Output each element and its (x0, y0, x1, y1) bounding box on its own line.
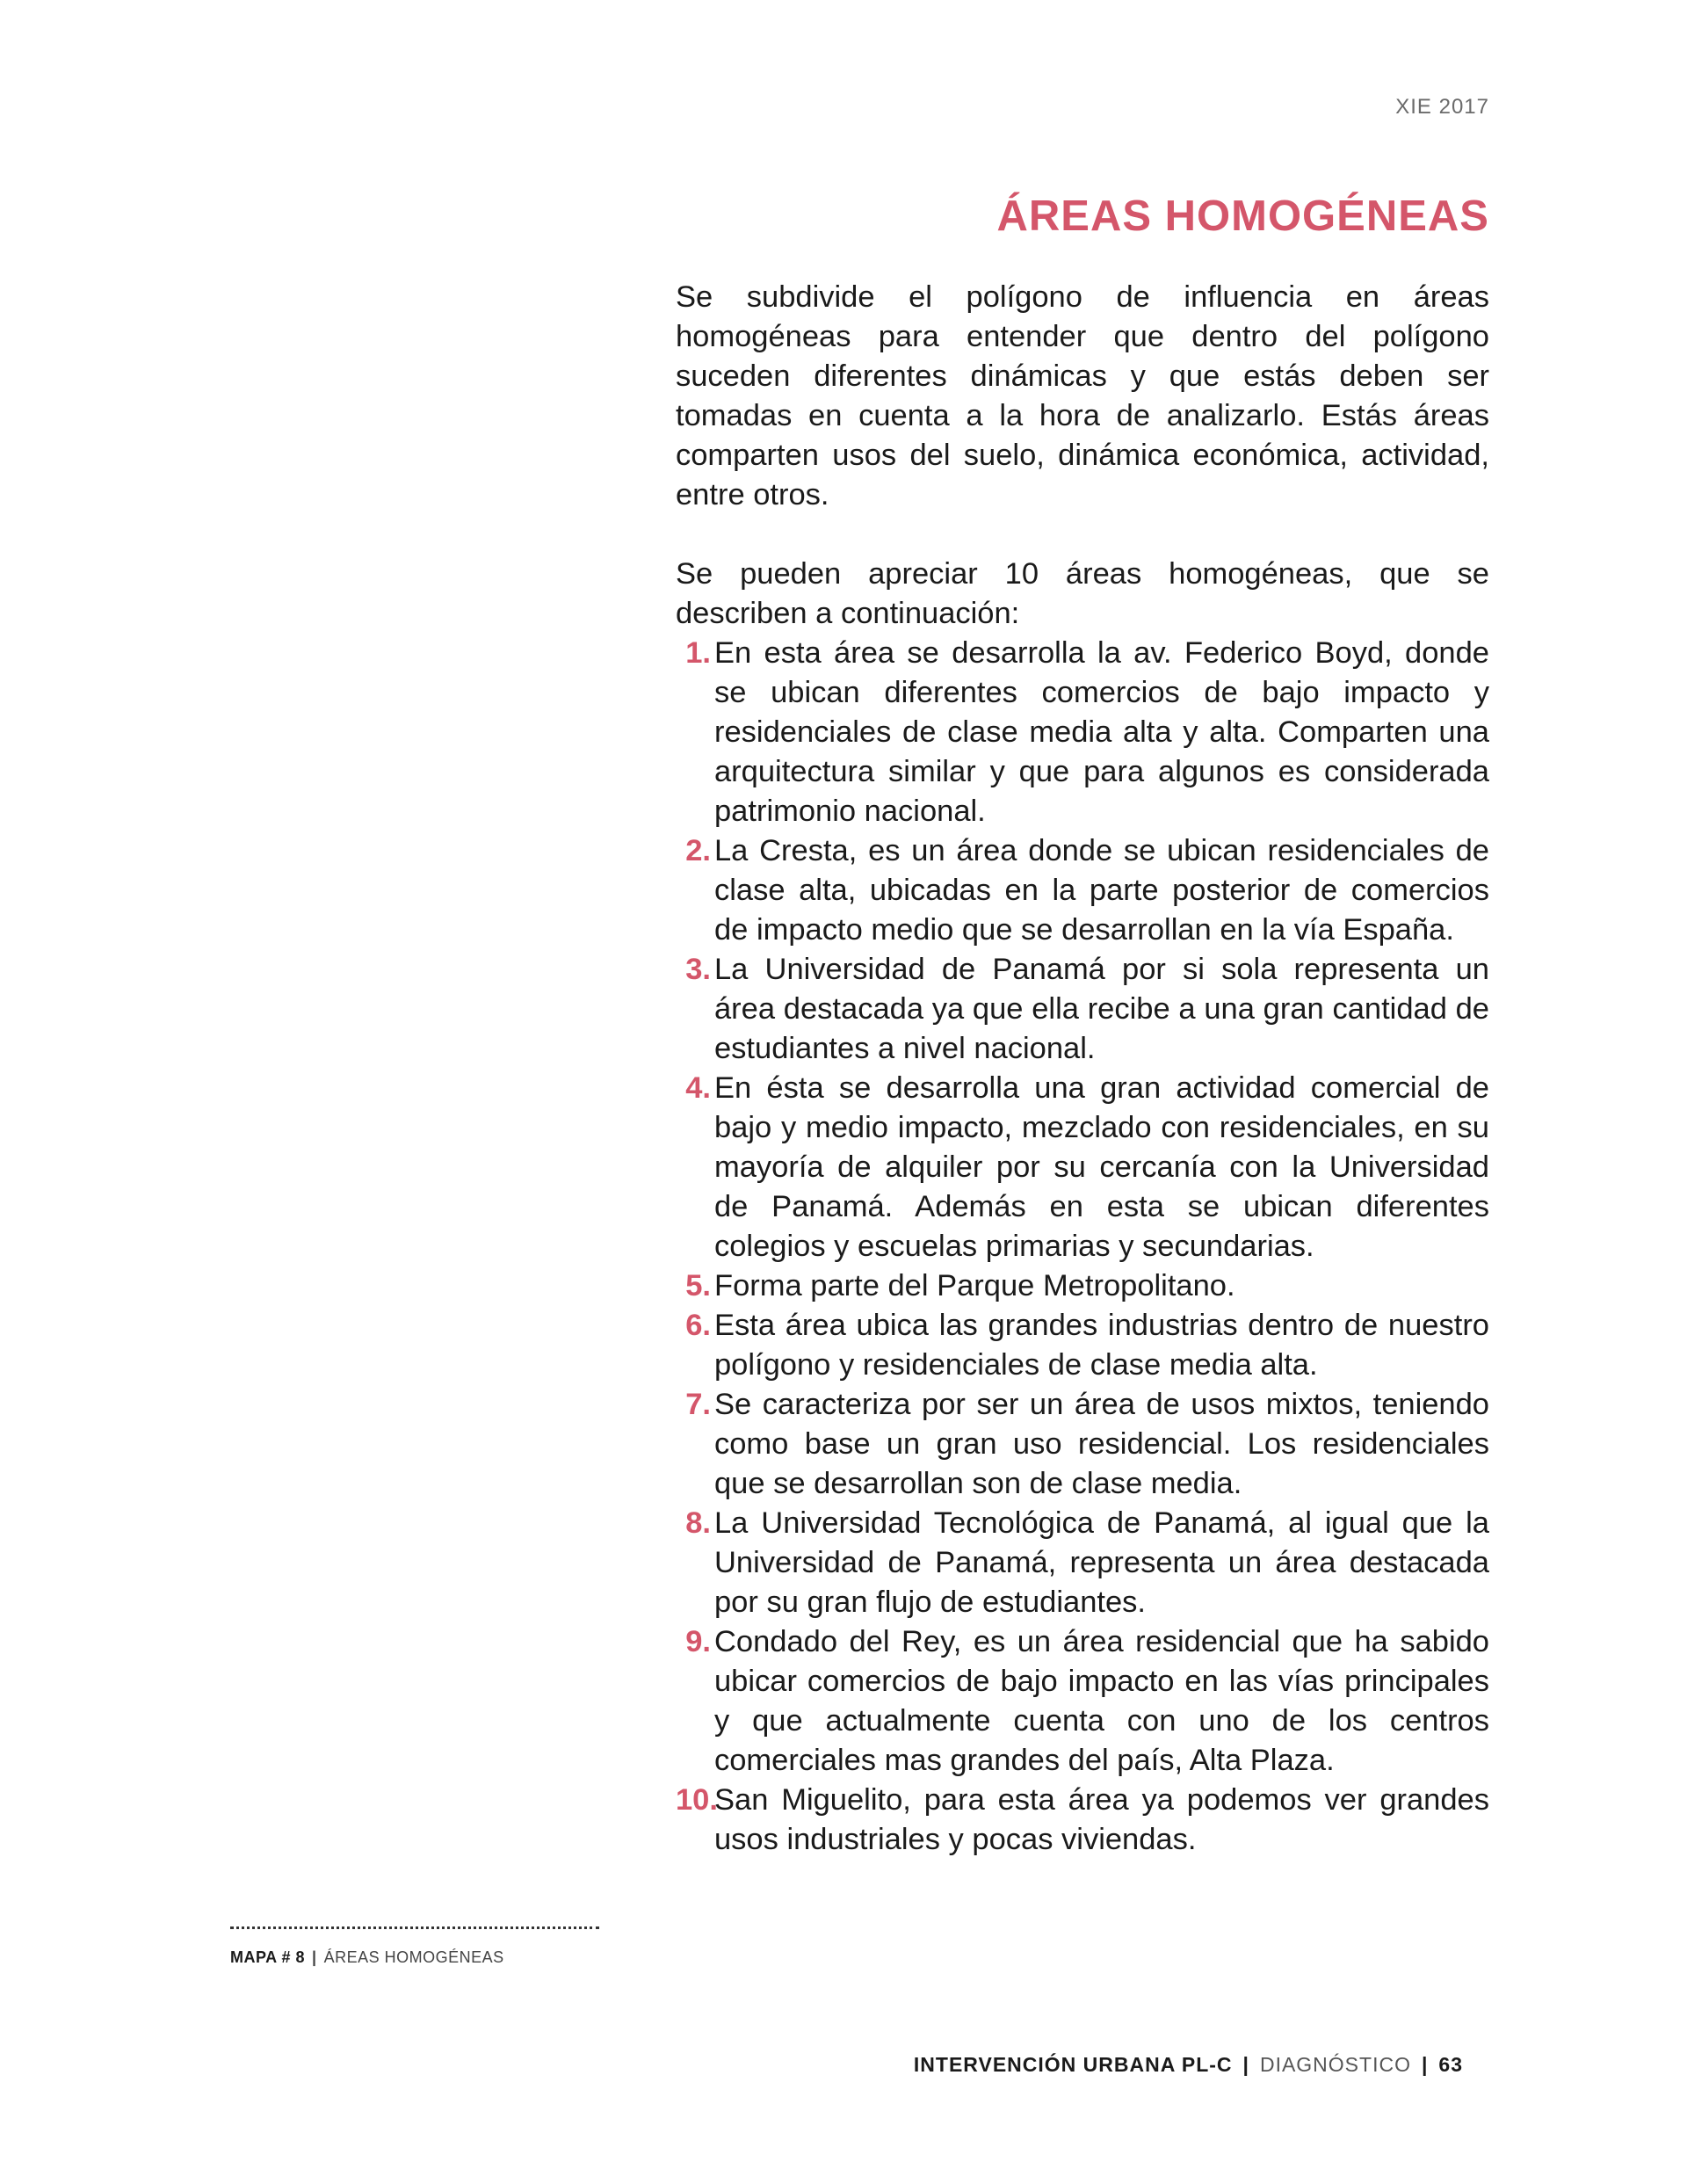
areas-list (676, 634, 1489, 1860)
list-item (676, 1781, 1489, 1860)
list-item-text: Se caracteriza por ser un área de usos mixtos, teniendo como base un gran uso residencial. Los residenciales que se desarrollan son de clase media. (714, 1388, 1489, 1500)
list-number: 9. (685, 1625, 711, 1658)
list-number: 5. (685, 1269, 711, 1302)
list-item-text: Esta área ubica las grandes industrias dentro de nuestro polígono y residenciales de clase media alta. (714, 1309, 1489, 1382)
list-item (676, 634, 1489, 831)
list-item-text: La Cresta, es un área donde se ubican residenciales de clase alta, ubicadas en la parte posterior de comercios de impacto medio que se desarrollan en la vía España. (714, 834, 1489, 947)
list-number: 3. (685, 953, 711, 986)
list-number: 6. (685, 1309, 711, 1342)
list-item (676, 831, 1489, 950)
list-item (676, 1306, 1489, 1385)
map-caption (230, 1926, 599, 1967)
caption-separator: | (312, 1948, 317, 1966)
dotted-divider (230, 1926, 599, 1929)
map-name: ÁREAS HOMOGÉNEAS (323, 1948, 504, 1966)
page-title: ÁREAS HOMOGÉNEAS (996, 192, 1489, 240)
list-number: 7. (685, 1388, 711, 1421)
document-code: XIE 2017 (1395, 95, 1489, 119)
list-number: 8. (685, 1506, 711, 1540)
footer-separator: | (1242, 2053, 1249, 2076)
page-footer (914, 2053, 1463, 2077)
list-item-text: En esta área se desarrolla la av. Federico Boyd, donde se ubican diferentes comercios de bajo impacto y residenciales de clase media alta y alta. Comparten una arquitectura similar y que para algunos es considerada patrimonio nacional. (714, 636, 1489, 828)
lead-paragraph: Se pueden apreciar 10 áreas homogéneas, que se describen a continuación: (676, 557, 1489, 630)
list-number: 1. (685, 636, 711, 670)
map-number: MAPA # 8 (230, 1948, 306, 1966)
page-number: 63 (1438, 2053, 1463, 2076)
list-item (676, 1622, 1489, 1781)
list-item (676, 1385, 1489, 1504)
list-number: 2. (685, 834, 711, 867)
footer-section: DIAGNÓSTICO (1259, 2053, 1411, 2076)
list-item-text: Forma parte del Parque Metropolitano. (714, 1269, 1235, 1302)
list-item (676, 950, 1489, 1069)
list-item-text: La Universidad Tecnológica de Panamá, al igual que la Universidad de Panamá, representa un área destacada por su gran flujo de estudiantes. (714, 1506, 1489, 1619)
list-number: 10. (676, 1783, 718, 1817)
list-item-text: San Miguelito, para esta área ya podemos ver grandes usos industriales y pocas viviendas. (714, 1783, 1489, 1856)
body-text (676, 278, 1489, 1860)
list-item-text: Condado del Rey, es un área residencial que ha sabido ubicar comercios de bajo impacto en las vías principales y que actualmente cuenta con uno de los centros comerciales mas grandes del país, Alta Plaza. (714, 1625, 1489, 1777)
footer-project: INTERVENCIÓN URBANA PL-C (913, 2053, 1233, 2076)
footer-separator: | (1421, 2053, 1429, 2076)
list-number: 4. (685, 1071, 711, 1105)
list-item-text: La Universidad de Panamá por si sola representa un área destacada ya que ella recibe a una gran cantidad de estudiantes a nivel nacional. (714, 953, 1489, 1065)
intro-paragraph: Se subdivide el polígono de influencia en áreas homogéneas para entender que dentro del polígono suceden diferentes dinámicas y que estás deben ser tomadas en cuenta a la hora de analizarlo. Estás áreas comparten usos del suelo, dinámica económica, actividad, entre otros. (676, 280, 1489, 512)
list-item-text: En ésta se desarrolla una gran actividad comercial de bajo y medio impacto, mezclado con residenciales, en su mayoría de alquiler por su cercanía con la Universidad de Panamá. Además en esta se ubican diferentes colegios y escuelas primarias y secundarias. (714, 1071, 1489, 1263)
list-item (676, 1266, 1489, 1306)
list-item (676, 1504, 1489, 1622)
list-item (676, 1069, 1489, 1266)
